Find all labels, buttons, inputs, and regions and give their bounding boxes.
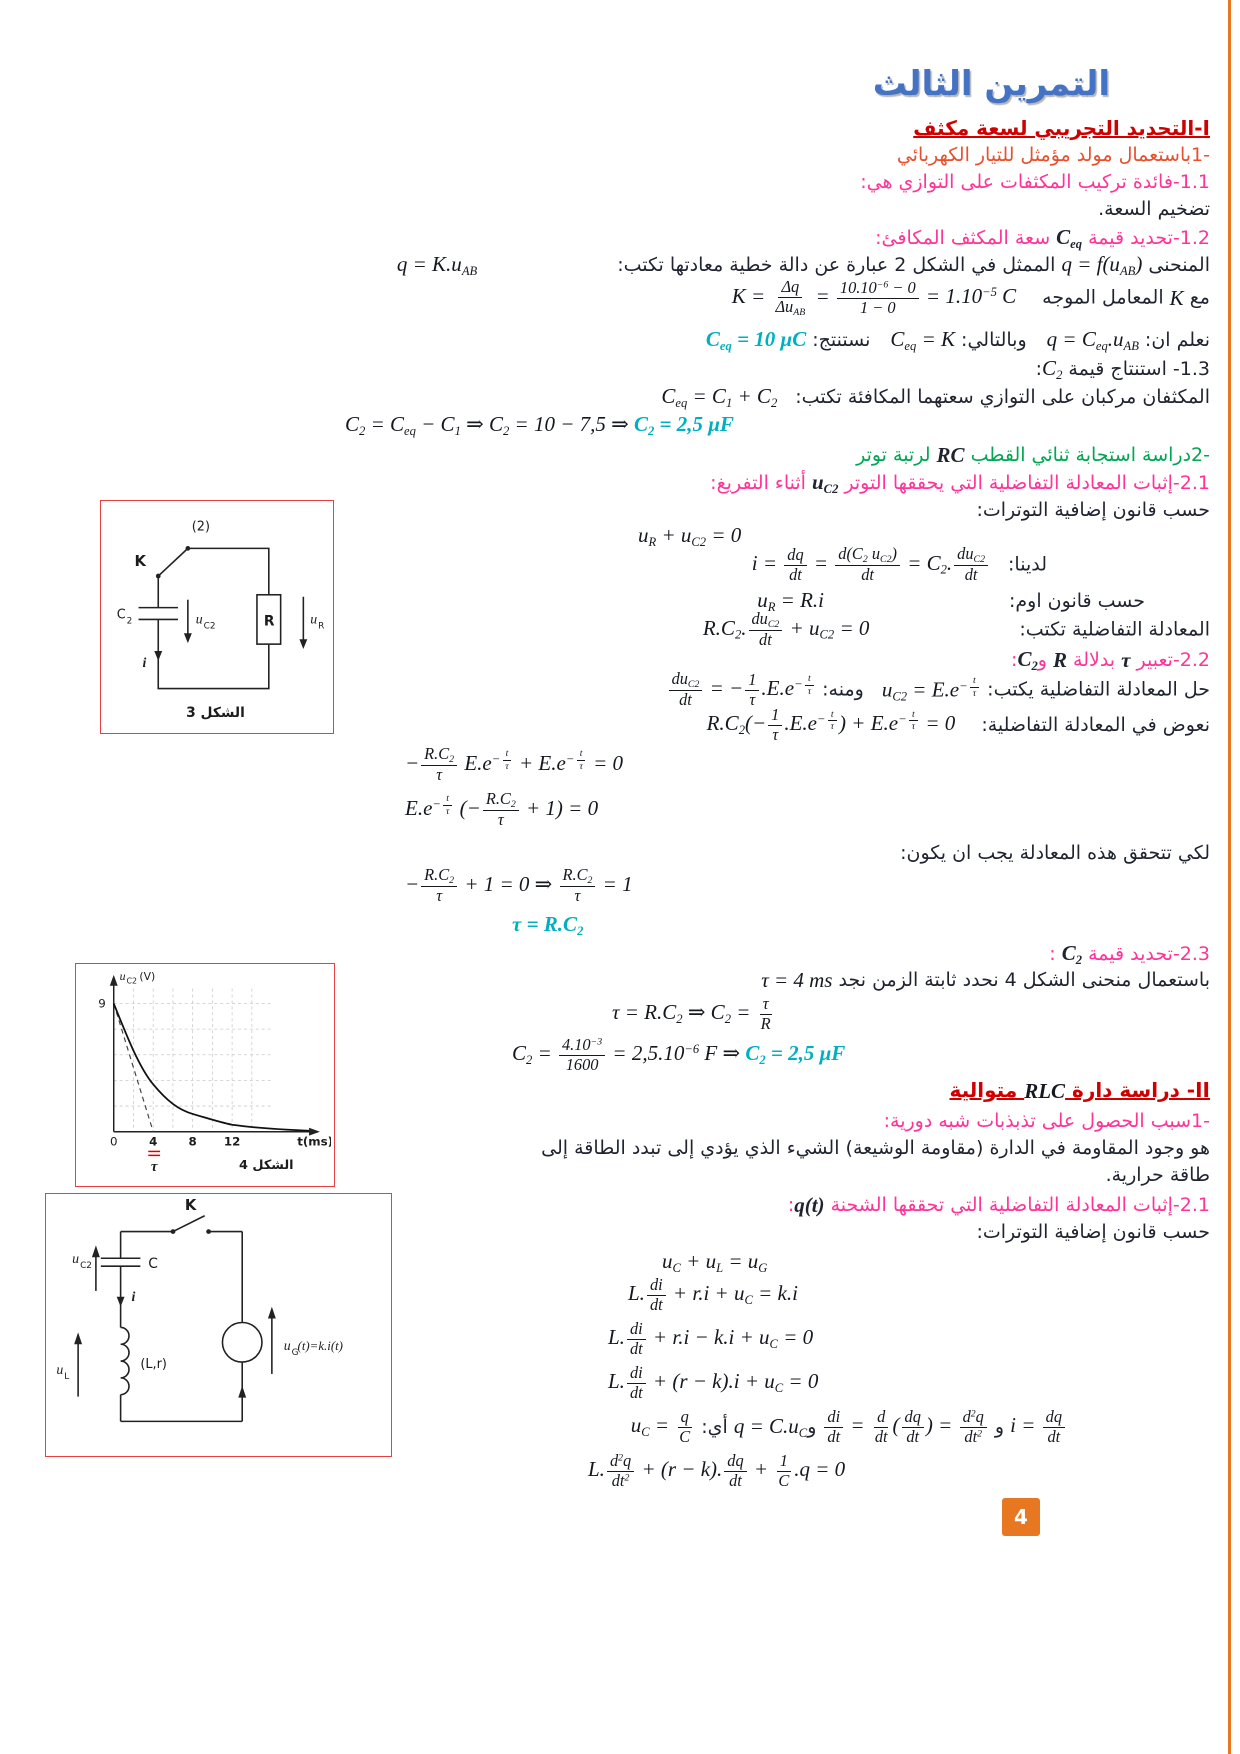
current-arrowhead — [154, 651, 162, 661]
discharge-curve-plot — [76, 964, 331, 1183]
parallel-capacitors: المكثفان مركبان على التوازي سعتهما المكافئة تكتب: $C_{eq} = C_1 + C_2$ — [661, 384, 1210, 410]
y-axis-unit: (V) — [139, 969, 156, 983]
q11-label: 1.1-فائدة تركيب المكثفات على التوازي هي: — [860, 171, 1210, 193]
current-label: i — [142, 654, 147, 670]
voltage-law-2: حسب قانون إضافية التوترات: — [976, 1221, 1210, 1243]
eq-ur-uc2: $u_R + u_{C2} = 0$ — [638, 523, 742, 549]
coil-label: (L,r) — [140, 1356, 167, 1372]
uc2-arrowhead — [184, 633, 192, 643]
damping-explanation-2: طاقة حرارية. — [1105, 1164, 1210, 1186]
figure-3-caption: الشكل 3 — [186, 705, 245, 722]
page-number-badge: 4 — [1002, 1498, 1040, 1536]
x-tick-4: 4 — [149, 1134, 158, 1149]
substitutions: i = $\frac{dq}{dt}$ و $\frac{di}{dt}$ = $\frac{d}{dt}$ ( $\frac{dq}{dt}$ ) = $\frac{d^2q}{dt^2}$ وq = $C.u_C$ أي: $u_C$ = $\frac{q}{C}$ — [631, 1408, 1067, 1447]
switch-position-label: (2) — [191, 519, 210, 535]
switch-contact-1 — [171, 1229, 176, 1234]
q13-label: 1.3- استنتاج قيمة $C_2$: — [1035, 356, 1210, 382]
circuit-wires — [139, 548, 304, 688]
section-2-heading: II- دراسة دارة RLC متوالية — [949, 1078, 1210, 1103]
loop-current-arrowhead — [238, 1386, 246, 1398]
resistor-label: R — [263, 613, 275, 630]
switch-label: K — [184, 1196, 197, 1214]
slope-calculation: مع K المعامل الموجه K = $\frac{\Delta q}{\Delta u_{AB}}$ = $\frac{10.10^{-6} - 0}{1 - 0}$ = $1.10^{-5}$ C — [731, 277, 1210, 318]
x-tick-12: 12 — [223, 1134, 241, 1149]
c2-value: $C_2$ = $\frac{4.10^{-3}}{1600}$ = $2,5.10^{-6}$ F ⇒ $C_2 = 2,5$ μF — [512, 1035, 846, 1074]
c2-expression: $\tau = R.C_2$ ⇒ $C_2$ = $\frac{\tau}{R}$ — [612, 994, 771, 1033]
y-axis-label: u — [119, 968, 126, 983]
figure-4-caption: الشكل 4 — [239, 1158, 294, 1174]
rlc-circuit-drawing — [46, 1194, 388, 1453]
final-ode: L. $\frac{d^2q}{dt^2}$ + (r − k). $\frac{dq}{dt}$ + $\frac{1}{C}$ .q = 0 — [588, 1451, 846, 1490]
capacitor-label: C — [116, 607, 126, 623]
capacitor-label-sub: 2 — [126, 616, 133, 627]
current-label: i — [131, 1288, 136, 1304]
c2-calculation: $C_2 = C_{eq} - C_1$ ⇒ $C_2 = 10 - 7,5$ ⇒ $C_2 = 2,5$ μF — [345, 412, 734, 438]
switch-contact-2 — [206, 1229, 211, 1234]
ur-label-sub: R — [318, 621, 325, 632]
uc2-label: u — [195, 611, 203, 627]
q1-damping-label: -1سبب الحصول على تذبذبات شبه دورية: — [883, 1110, 1210, 1132]
uc2-label: u — [72, 1251, 80, 1267]
ug-label: u — [283, 1338, 291, 1354]
q21-label: 2.1-إثبات المعادلة التفاضلية التي يحققها التوتر $u_{C2}$ أثناء التفريغ: — [710, 470, 1210, 496]
ul-label-sub: L — [64, 1371, 70, 1382]
y-axis-label-sub: C2 — [126, 976, 138, 986]
q11-answer: تضخيم السعة. — [1098, 198, 1210, 220]
tau-tick-marks — [148, 1151, 160, 1155]
tau-result: $\tau = R.C_2$ — [512, 912, 584, 938]
figure-rlc-circuit — [45, 1193, 392, 1457]
uc2-arrowhead — [92, 1245, 100, 1257]
eq-expanded: L. $\frac{di}{dt}$ + $r.i + u_C = k.i$ — [628, 1275, 798, 1314]
eq-grouped: L. $\frac{di}{dt}$ + $(r - k).i + u_C = 0$ — [608, 1363, 819, 1402]
x-axis-label: t(ms) — [297, 1134, 331, 1149]
uc2-label-sub: C2 — [203, 621, 216, 632]
current-arrowhead — [117, 1297, 125, 1307]
eq-step-2: $E.e^{- \frac{t}{\tau}}$ (− $\frac{R.C_2}{\tau}$ + 1) = 0 — [405, 789, 599, 830]
page-edge-rule — [1228, 0, 1231, 1754]
q23-label: 2.3-تحديد قيمة $C_2$ : — [1049, 941, 1210, 967]
x-tick-8: 8 — [188, 1134, 197, 1149]
page-title: التمرين الثالث — [872, 64, 1110, 104]
decay-curve — [114, 1003, 309, 1130]
condition-equation: − $\frac{R.C_2}{\tau}$ + 1 = 0 ⇒ $\frac{R.C_2}{\tau}$ = 1 — [405, 865, 633, 906]
ohm-law: حسب قانون $اوم:u_R = R.i$ — [757, 588, 1145, 614]
capacitor-label: C — [148, 1256, 158, 1273]
ug-label-rest: (t)=k.i(t) — [297, 1339, 343, 1354]
eq-kvl: $u_C + u_L = u_G$ — [662, 1249, 768, 1275]
ur-arrowhead — [299, 639, 307, 649]
q12-label: 1.2-تحديد قيمة $C_{eq}$ سعة المكثف المكافئ: — [875, 225, 1210, 251]
axes — [114, 982, 313, 1132]
ceq-conclusion: نعلم ان: $q = C_{eq}.u_{AB}$ وبالتالي: $C_{eq} = K$ نستنتج: $C_{eq} = 10$ μC — [705, 327, 1210, 353]
curve-description: المنحنى $q = f(u_{AB})$ الممثل في الشكل 2 عبارة عن دالة خطية معادتها تكتب:q = $K.u_{AB}$ — [396, 252, 1210, 278]
tau-marker: τ — [150, 1159, 158, 1176]
switch-blade — [173, 1216, 205, 1232]
solution-form: حل المعادلة التفاضلية يكتب: $u_{C2} = E.e^{- \frac{t}{\tau}}$ ومنه: $\frac{du_{C2}}{dt}$ = − $\frac{1}{\tau}$ $.E.e^{- \frac{t}{\tau}}$ — [667, 670, 1210, 710]
eq-step-1: − $\frac{R.C_2}{\tau}$ $E.e^{- \frac{t}{\tau}}$ + $E.e^{- \frac{t}{\tau}}$ = 0 — [405, 744, 624, 785]
q21b-label: 2.1-إثبات المعادلة التفاضلية التي تحققها الشحنة q(t): — [787, 1193, 1210, 1217]
ug-label-sub: G — [291, 1348, 299, 1359]
y-tick-9: 9 — [98, 996, 106, 1011]
substitute-step: نعوض في المعادلة التفاضلية: $R.C_2(-$ $\frac{1}{\tau}$ $.E.e^{- \frac{t}{\tau}}$ ) + $E.e^{- \frac{t}{\tau}}$ = 0 — [706, 705, 1210, 744]
damping-explanation-1: هو وجود المقاومة في الدارة (مقاومة الوشيعة) الشيء الذي يؤدي إلى تبدد الطاقة إلى — [541, 1137, 1210, 1159]
x-tick-0: 0 — [109, 1134, 118, 1149]
figure-discharge-curve — [75, 963, 335, 1187]
section-rc-heading: -2دراسة استجابة ثنائي القطب RC لرتبة توتر — [856, 443, 1210, 467]
switch-contact-2 — [185, 546, 190, 551]
ul-arrowhead — [74, 1332, 82, 1344]
generator-symbol — [222, 1323, 262, 1363]
ug-arrowhead — [268, 1307, 276, 1319]
voltage-law: حسب قانون إضافية التوترات: — [976, 499, 1210, 521]
y-axis-arrowhead — [110, 975, 118, 986]
ur-label: u — [310, 611, 318, 627]
current-derivative: لدينا: i = $\frac{dq}{dt}$ = $\frac{d(C_2 u_{C2})}{dt}$ = $C_2$. $\frac{du_{C2}}{dt}$ — [751, 544, 1047, 585]
switch-contact-1 — [156, 574, 161, 579]
coil-symbol — [121, 1327, 129, 1394]
section-1-heading: I-التحديد التجريبي لسعة مكثف — [913, 116, 1210, 140]
tau-reading: باستعمال منحنى الشكل 4 نحدد ثابتة الزمن نجد τ = 4 ms — [761, 968, 1210, 992]
eq-moved: L. $\frac{di}{dt}$ + $r.i - k.i + u_C = 0$ — [608, 1319, 814, 1358]
switch-label: K — [134, 553, 147, 571]
rc-circuit-drawing — [101, 501, 330, 730]
uc2-label-sub: C2 — [80, 1261, 92, 1272]
switch-blade — [158, 548, 188, 576]
condition-text: لكي تتحقق هذه المعادلة يجب ان يكون: — [900, 842, 1210, 864]
q22-label: 2.2-تعبير τ بدلالة R وC$_2$: — [1011, 647, 1210, 673]
differential-equation: المعادلة التفاضلية $تكتب:R.C_2$. $\frac{du_{C2}}{dt}$ + $u_{C2} = 0$ — [702, 609, 1210, 650]
ul-label: u — [56, 1361, 64, 1377]
figure-rc-circuit — [100, 500, 334, 734]
step-generator: -1باستعمال مولد مؤمثل للتيار الكهربائي — [896, 144, 1210, 166]
